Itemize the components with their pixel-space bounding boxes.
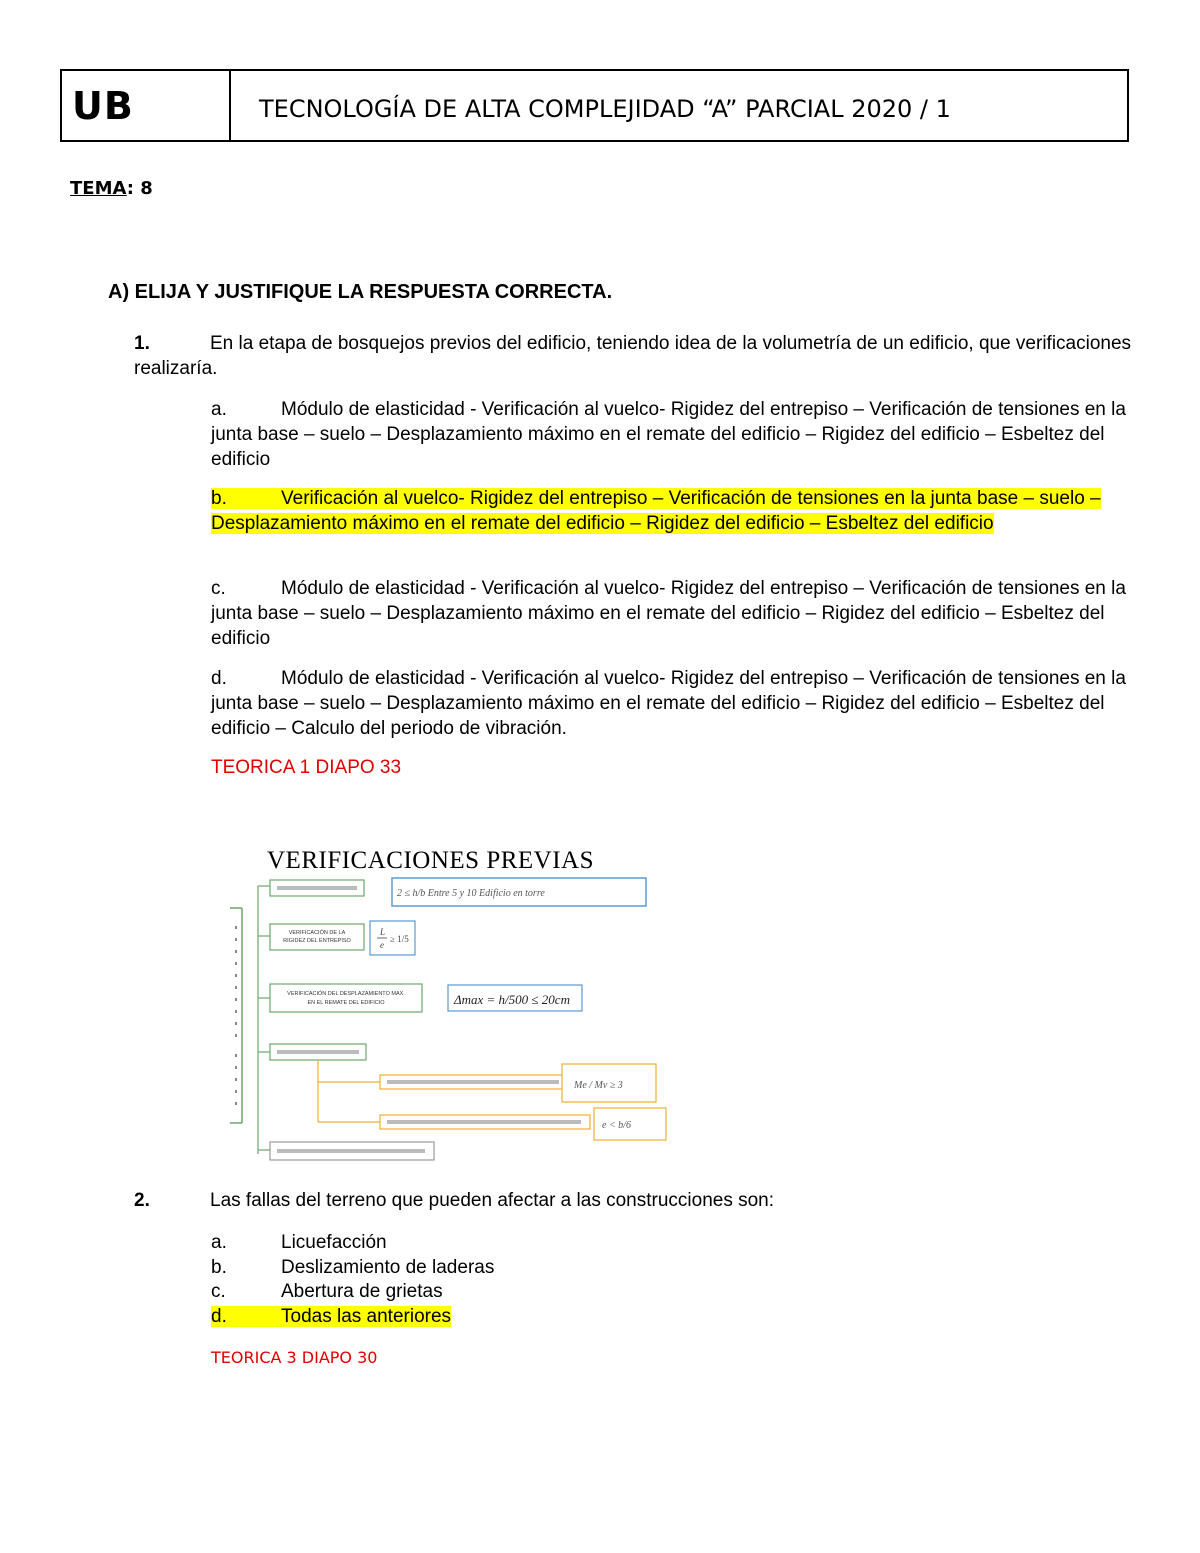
logo: UB <box>62 71 231 140</box>
diagram-vertical-label-dots <box>235 926 237 1105</box>
svg-text:≥ 1/5: ≥ 1/5 <box>390 934 409 944</box>
question-text: Las fallas del terreno que pueden afectar a las construcciones son: <box>210 1190 775 1211</box>
reference-2: TEORICA 3 DIAPO 30 <box>211 1348 378 1367</box>
svg-text:Me / Mv ≥ 3: Me / Mv ≥ 3 <box>574 1080 623 1091</box>
option-d: d. Todas las anteriores <box>211 1305 452 1327</box>
option-a: a. Licuefacción <box>211 1232 387 1253</box>
diagram-box-rigidez <box>270 924 364 950</box>
question-2 <box>134 1190 774 1212</box>
tema-value: : 8 <box>126 178 153 199</box>
option-letter: c. <box>211 578 226 599</box>
option-b <box>211 486 1136 536</box>
diagram-box-desplazamiento <box>270 984 422 1012</box>
option-c <box>211 576 1136 651</box>
option-letter: b. <box>211 488 227 509</box>
svg-text:RIGIDEZ DEL ENTREPISO: RIGIDEZ DEL ENTREPISO <box>283 938 351 944</box>
tema-line <box>70 178 153 199</box>
option-letter: d. <box>211 668 227 689</box>
svg-text:e: e <box>380 940 384 950</box>
option-b: b. Deslizamiento de laderas <box>211 1256 495 1278</box>
section-a-heading: A) ELIJA Y JUSTIFIQUE LA RESPUESTA CORRECTA. <box>108 281 613 303</box>
option-text-highlighted: Verificación al vuelco- Rigidez del entrepiso – Verificación de tensiones en la junta base – suelo – Desplazamiento máximo en el remate del edificio – Rigidez del edificio – Esbeltez del edificio <box>211 488 1101 534</box>
reference-1: TEORICA 1 DIAPO 33 <box>211 757 402 778</box>
verificaciones-previas-diagram <box>222 838 672 1163</box>
svg-text:VERIFICACIÓN DEL DESPLAZAMIENT: VERIFICACIÓN DEL DESPLAZAMIENTO MAX. <box>287 991 405 997</box>
svg-text:2 ≤ h/b Entre 5 y 10 Edif: 2 ≤ h/b Entre 5 y 10 Edificio en torre <box>397 888 545 899</box>
option-a <box>211 397 1136 472</box>
option-c: c. Abertura de grietas <box>211 1281 443 1302</box>
question-number: 1. <box>134 333 150 354</box>
question-1 <box>134 331 1134 381</box>
svg-text:Δmax = h/500 ≤ 20cm: Δmax = h/500 ≤ 20cm <box>454 992 570 1007</box>
option-text: Módulo de elasticidad - Verificación al vuelco- Rigidez del entrepiso – Verificación de tensiones en la junta base – suelo – Desplazamiento máximo en el remate del edificio – Rigidez del edificio – Esbeltez del edificio – Calculo del periodo de vibración. <box>211 668 1126 739</box>
option-letter: a. <box>211 399 227 420</box>
svg-text:L: L <box>380 927 386 937</box>
option-text: Módulo de elasticidad - Verificación al vuelco- Rigidez del entrepiso – Verificación de tensiones en la junta base – suelo – Desplazamiento máximo en el remate del edificio – Rigidez del edificio – Esbeltez del edificio <box>211 399 1126 470</box>
document-title: TECNOLOGÍA DE ALTA COMPLEJIDAD “A” PARCIAL 2020 / 1 <box>259 94 951 123</box>
header-table <box>60 69 1129 142</box>
tema-label: TEMA <box>70 178 127 199</box>
question-2-options <box>211 1231 494 1329</box>
option-text: Módulo de elasticidad - Verificación al vuelco- Rigidez del entrepiso – Verificación de tensiones en la junta base – suelo – Desplazamiento máximo en el remate del edificio – Rigidez del edificio – Esbeltez del edificio <box>211 578 1126 649</box>
diagram-title: VERIFICACIONES PREVIAS <box>267 847 595 874</box>
svg-text:EN EL REMATE DEL EDIFICIO: EN EL REMATE DEL EDIFICIO <box>307 1000 385 1006</box>
question-number: 2. <box>134 1190 150 1211</box>
option-d <box>211 666 1136 741</box>
svg-text:VERIFICACIÓN DE LA: VERIFICACIÓN DE LA <box>288 930 346 936</box>
svg-text:e < b/6: e < b/6 <box>602 1120 631 1131</box>
question-text: En la etapa de bosquejos previos del edificio, teniendo idea de la volumetría de un edificio, que verificaciones realizaría. <box>134 333 1132 379</box>
